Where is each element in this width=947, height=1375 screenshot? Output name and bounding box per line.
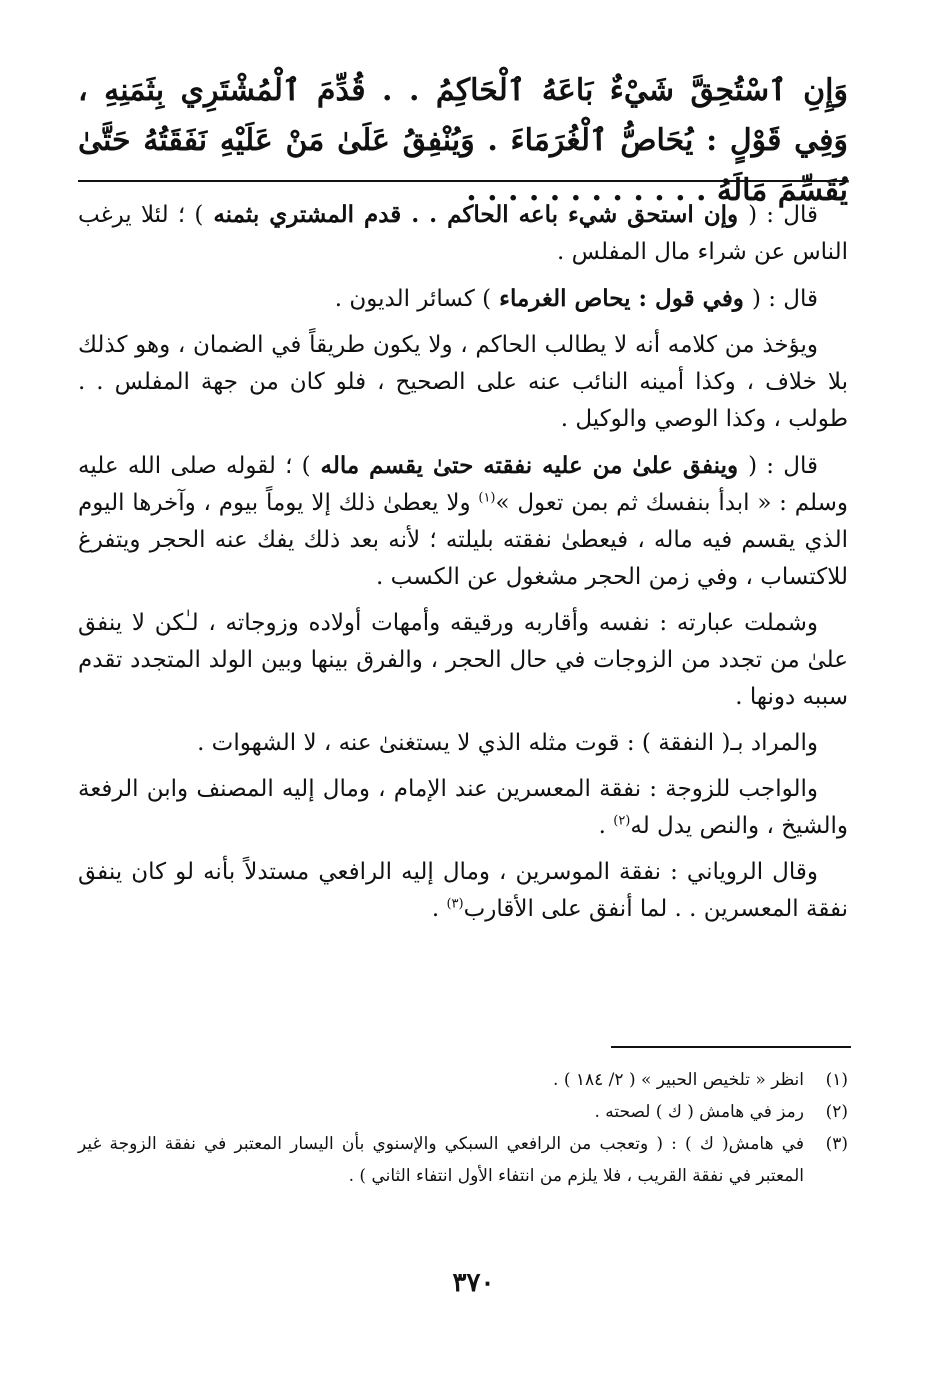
page-number: ٣٧٠ xyxy=(452,1268,495,1298)
commentary-paragraph-6: والمراد بـ( النفقة ) : قوت مثله الذي لا يستغنىٰ عنه ، لا الشهوات . xyxy=(197,730,818,756)
paragraph-lead: قال : ( xyxy=(748,202,819,228)
commentary-paragraph-3: ويؤخذ من كلامه أنه لا يطالب الحاكم ، ولا يكون طريقاً في الضمان ، وهو كذلك بلا خلاف ، وكذا أمينه النائب عنه على الصحيح ، فلو كان من جهة المفلس . . طولب ، وكذا الوصي والوكيل . xyxy=(78,332,848,432)
quoted-matn: وفي قول : يحاص الغرماء xyxy=(491,285,752,312)
footnote-2 xyxy=(78,1096,848,1128)
commentary-paragraph-8 xyxy=(78,854,848,928)
paragraph-rest: ولا يعطىٰ ذلك إلا يوماً بيوم ، وآخرها اليوم الذي يقسم فيه ماله ، فيعطىٰ نفقته بليلته ؛ لأنه بعد ذلك يفك عنه الحجر ويتفرغ للاكتساب ، وفي زمن الحجر مشغول عن الكسب . xyxy=(78,490,848,590)
footnote-divider xyxy=(611,1046,851,1048)
footnote-text: انظر « تلخيص الحبير » ( ٢/ ١٨٤ ) . xyxy=(553,1070,804,1090)
paragraph-end: . xyxy=(431,896,447,922)
top-divider xyxy=(78,180,848,182)
paragraph-lead: قال : ( xyxy=(751,286,818,312)
commentary-paragraph-4 xyxy=(78,447,848,596)
footnote-ref-3[interactable]: (٣) xyxy=(446,896,464,912)
footnote-number: (٣) xyxy=(825,1134,848,1154)
paragraph-end: . xyxy=(598,813,614,839)
commentary-paragraph-7 xyxy=(78,771,848,845)
footnotes xyxy=(78,1064,848,1192)
footnote-3 xyxy=(78,1128,848,1192)
commentary-paragraph-2 xyxy=(78,280,848,318)
paragraph-mid: ) ؛ لقوله صلى الله عليه وسلم : « ابدأ بنفسك ثم بمن تعول » xyxy=(78,453,849,516)
paragraph-main: وقال الروياني : نفقة الموسرين ، ومال إليه الرافعي مستدلاً بأنه لو كان ينفق نفقة المعسرين . . لما أنفق على الأقارب xyxy=(78,859,848,922)
quoted-matn: وإن استحق شيء باعه الحاكم . . قدم المشتري بثمنه xyxy=(203,201,749,228)
commentary-paragraph-1 xyxy=(78,196,848,271)
footnote-text: في هامش( ك ) : ( وتعجب من الرافعي السبكي والإسنوي بأن اليسار المعتبر في نفقة الزوجة غير المعتبر في نفقة القريب ، فلا يلزم من انتفاء الأول انتفاء الثاني ) . xyxy=(78,1134,804,1186)
paragraph-rest: ) ؛ لئلا يرغب الناس عن شراء مال المفلس . xyxy=(78,202,848,265)
commentary xyxy=(78,196,848,937)
footnote-number: (١) xyxy=(825,1070,848,1090)
paragraph-rest: ) كسائر الديون . xyxy=(334,286,492,312)
footnote-text: رمز في هامش ( ك ) لصحته . xyxy=(594,1102,804,1122)
commentary-paragraph-5: وشملت عبارته : نفسه وأقاربه ورقيقه وأمهات أولاده وزوجاته ، لـٰكن لا ينفق علىٰ من تجدد من الزوجات في حال الحجر ، والفرق بينها وبين الولد المتجدد تقدم سببه دونها . xyxy=(78,610,848,710)
footnote-ref-2[interactable]: (٢) xyxy=(613,813,631,829)
matn-text: وَإِنِ ٱسْتُحِقَّ شَيْءٌ بَاعَهُ ٱلْحَاكِمُ . . قُدِّمَ ٱلْمُشْتَرِي بِثَمَنِهِ ، وَفِي قَوْلٍ : يُحَاصُّ ٱلْغُرَمَاءَ . وَيُنْفِقُ عَلَىٰ مَنْ عَلَيْهِ نَفَقَتُهُ حَتَّىٰ يُقَسِّمَ مَالَهُ . . . . . . . . . . . . xyxy=(78,73,848,208)
footnote-number: (٢) xyxy=(825,1102,848,1122)
footnote-1 xyxy=(78,1064,848,1096)
paragraph-main: والواجب للزوجة : نفقة المعسرين عند الإمام ، ومال إليه المصنف وابن الرفعة والشيخ ، والنص يدل له xyxy=(78,776,848,839)
footnote-ref-1[interactable]: (١) xyxy=(478,490,496,506)
quoted-matn: وينفق علىٰ من عليه نفقته حتىٰ يقسم ماله xyxy=(310,452,749,479)
paragraph-lead: قال : ( xyxy=(748,453,818,479)
